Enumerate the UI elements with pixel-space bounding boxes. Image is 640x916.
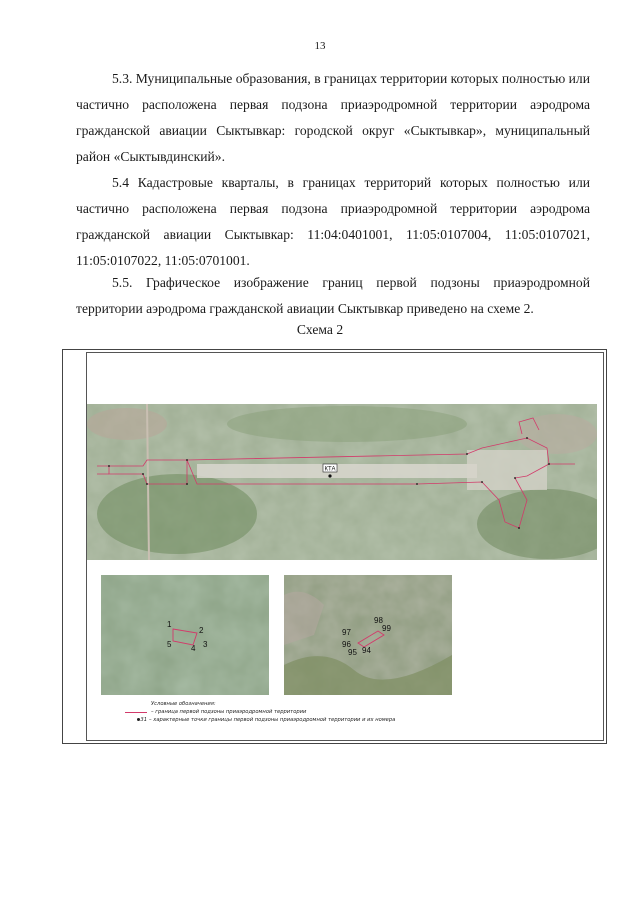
- field-patch: [227, 406, 467, 442]
- kta-point: [328, 474, 331, 477]
- forest-patch: [97, 474, 257, 554]
- inset-map-points-1-5: [101, 575, 269, 695]
- legend-points-text: – характерные точки границы первой подзоны приаэродромной территории и их номера: [149, 717, 396, 723]
- paragraph-5-4: 5.4 Кадастровые кварталы, в границах территорий которых полностью или частично расположена первая подзона приаэродромной территории аэродрома гражданской авиации Сыктывкар: 11:04:0401001, 11:05:0107004, 11:05:0107021, 11:05:0107022, 11:05:0701001.: [76, 175, 590, 268]
- legend-boundary-text: – граница первой подзоны приаэродромной территории: [151, 709, 307, 715]
- inset-1-point-label: 5: [167, 640, 172, 649]
- legend-title: Условные обозначения:: [151, 701, 216, 707]
- inset-texture: [101, 575, 269, 695]
- inset-2-point-label: 94: [362, 646, 371, 655]
- map-legend: [125, 700, 505, 724]
- inset-2-point-label: 98: [374, 616, 383, 625]
- inset-map-2-svg: [284, 575, 452, 695]
- inset-map-points-94-99: [284, 575, 452, 695]
- urban-patch: [517, 414, 597, 454]
- inset-2-point-label: 96: [342, 640, 351, 649]
- kta-label: КТА: [324, 466, 336, 473]
- legend-points-prefix: 31: [140, 717, 147, 723]
- legend-row-points: [125, 716, 505, 724]
- page-number: 13: [314, 40, 326, 52]
- scheme-caption: Схема 2: [296, 322, 344, 337]
- paragraph-5-3: 5.3. Муниципальные образования, в границах территории которых полностью или частично расположена первая подзона приаэродромной территории аэродрома гражданской авиации Сыктывкар: городской округ «Сыктывкар», муниципальный район «Сыктывдинский».: [76, 71, 590, 164]
- inset-1-point-label: 2: [199, 626, 204, 635]
- paragraph-5-5: 5.5. Графическое изображение границ первой подзоны приаэродромной территории аэродрома гражданской авиации Сыктывкар приведено на схеме 2.: [76, 275, 590, 316]
- inset-map-1-svg: [101, 575, 269, 695]
- apron-area: [467, 450, 547, 490]
- inset-2-point-label: 99: [382, 624, 391, 633]
- point-marker-icon: [125, 716, 147, 724]
- inset-1-point-label: 3: [203, 640, 208, 649]
- inset-2-point-label: 97: [342, 628, 351, 637]
- urban-patch: [87, 408, 167, 440]
- inset-1-point-label: 1: [167, 620, 172, 629]
- aerial-map-svg: [87, 404, 597, 560]
- aerodrome-aerial-map: [87, 404, 597, 560]
- inset-1-point-label: 4: [191, 644, 196, 653]
- legend-row-boundary: [125, 708, 505, 716]
- boundary-line-icon: [125, 712, 147, 713]
- inset-2-point-label: 95: [348, 648, 357, 657]
